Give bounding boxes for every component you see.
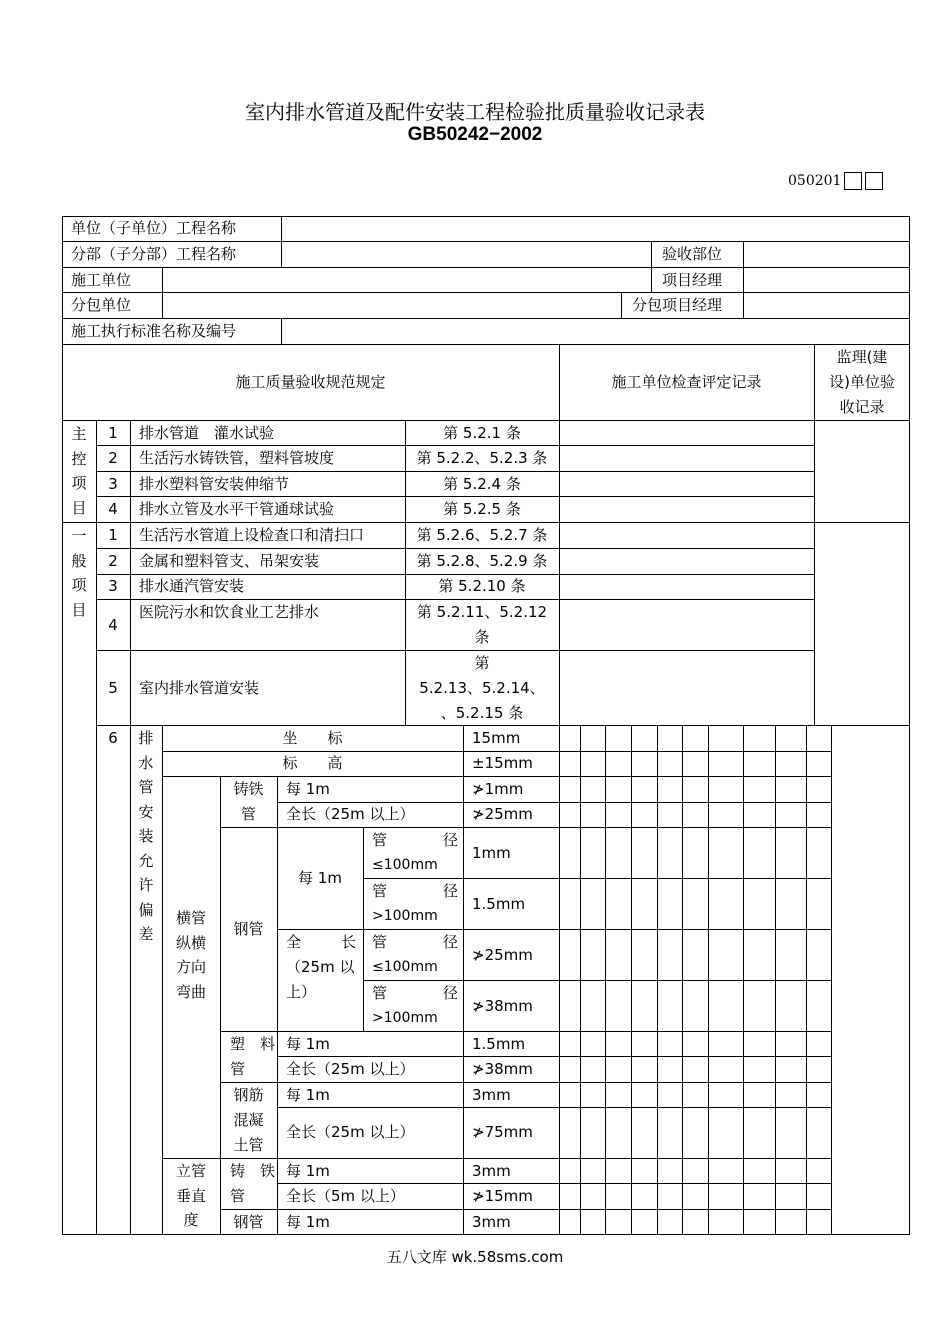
vert-cast-full-value: ≯15mm [472, 1187, 533, 1205]
steel-full-label-3: 上） [286, 983, 317, 1001]
vertical-pipe-label: 立管 垂直 度 [175, 1162, 206, 1229]
list-item: 5.2.13、5.2.14、 [419, 679, 545, 697]
rc-label-1: 钢筋 [233, 1086, 264, 1104]
vert-cast-label-2: 管 [230, 1187, 246, 1205]
standard-name-label: 施工执行标准名称及编号 [71, 322, 237, 340]
rc-label-2: 混凝 [233, 1111, 264, 1129]
list-item: 第 5.2.5 条 [443, 500, 521, 518]
steel-per-le-value: 1mm [472, 844, 511, 862]
cast-iron-label-2: 管 [240, 805, 256, 823]
list-item: 3 [108, 475, 118, 493]
dia-le-label: ≤100mm [372, 857, 438, 873]
check-record-header: 施工单位检查评定记录 [611, 373, 762, 391]
page-title: 室内排水管道及配件安装工程检验批质量验收记录表 [245, 100, 705, 124]
list-item: 第 5.2.6、5.2.7 条 [416, 526, 548, 544]
cast-iron-per-label: 每 1m [286, 780, 330, 798]
vert-cast-label-1: 铸 铁 [230, 1162, 276, 1180]
subcontract-manager-label: 分包项目经理 [632, 296, 723, 314]
list-item: 2 [108, 552, 118, 570]
vert-steel-per-label: 每 1m [286, 1213, 330, 1231]
list-item: 排水塑料管安装伸缩节 [139, 475, 290, 493]
code-box-2[interactable] [865, 172, 883, 190]
footer-watermark: 五八文库 wk.58sms.com [386, 1248, 564, 1266]
list-item: 5 [108, 679, 118, 697]
steel-per-gt-value: 1.5mm [472, 895, 526, 913]
dia-gt-label: >100mm [372, 908, 438, 924]
supervision-header-3: 收记录 [839, 398, 885, 416]
record-table [62, 216, 910, 1235]
cast-iron-full-value: ≯25mm [472, 805, 533, 823]
list-item: 金属和塑料管支、吊架安装 [139, 552, 320, 570]
list-item: 4 [108, 616, 118, 634]
steel-full-label-1: 全 长 [286, 933, 356, 951]
rc-full-label: 全长（25m 以上） [286, 1123, 415, 1141]
plastic-label-2: 管 [230, 1060, 246, 1078]
sub-project-label: 分部（子分部）工程名称 [71, 245, 237, 263]
steel-per-label: 每 1m [298, 869, 342, 887]
plastic-per-value: 1.5mm [472, 1035, 526, 1053]
list-item: 医院污水和饮食业工艺排水 [139, 603, 320, 621]
dia-le-label: ≤100mm [372, 959, 438, 975]
list-item: 第 [474, 654, 490, 672]
steel-full-gt-value: ≯38mm [472, 997, 533, 1015]
list-item: 排水通汽管安装 [139, 577, 245, 595]
coord-value: 15mm [472, 729, 521, 747]
plastic-per-label: 每 1m [286, 1035, 330, 1053]
form-code [788, 172, 883, 190]
coord-label: 坐 标 [282, 729, 343, 747]
steel-label: 钢管 [233, 920, 264, 938]
cast-iron-per-value: ≯1mm [472, 780, 524, 798]
unit-project-label: 单位（子单位）工程名称 [71, 219, 237, 237]
vert-cast-full-label: 全长（5m 以上） [286, 1187, 405, 1205]
dia-label: 管 径 [372, 831, 458, 849]
form-code-number: 050201 [788, 173, 842, 189]
elevation-label: 标 高 [282, 754, 343, 772]
list-item: 第 5.2.1 条 [443, 424, 521, 442]
vert-steel-per-value: 3mm [472, 1213, 511, 1231]
project-manager-label: 项目经理 [662, 271, 723, 289]
main-control-label: 主 控 项 目 [71, 425, 87, 517]
list-item: 室内排水管道安装 [139, 679, 260, 697]
deviation-no: 6 [108, 729, 118, 747]
acceptance-part-label: 验收部位 [662, 245, 723, 263]
vert-cast-per-label: 每 1m [286, 1162, 330, 1180]
list-item: 条 [474, 628, 490, 646]
general-items-label: 一 般 项 目 [71, 527, 87, 619]
list-item: 生活污水铸铁管，塑料管坡度 [139, 449, 335, 467]
supervision-header-1: 监理(建 [836, 348, 888, 366]
list-item: 3 [108, 577, 118, 595]
dia-label: 管 径 [372, 933, 458, 951]
standard-code: GB50242−2002 [407, 124, 543, 145]
list-item: 1 [108, 526, 118, 544]
vert-steel-label: 钢管 [233, 1213, 264, 1231]
dia-label: 管 径 [372, 882, 458, 900]
dia-label: 管 径 [372, 984, 458, 1002]
vert-cast-per-value: 3mm [472, 1162, 511, 1180]
subcontract-unit-label: 分包单位 [71, 296, 132, 314]
construction-unit-label: 施工单位 [71, 271, 132, 289]
list-item: 4 [108, 500, 118, 518]
list-item: 、5.2.15 条 [440, 704, 524, 722]
deviation-label: 排 水 管 安 装 允 许 偏 差 [138, 729, 154, 943]
list-item: 2 [108, 449, 118, 467]
list-item: 第 5.2.10 条 [438, 577, 526, 595]
rc-per-value: 3mm [472, 1086, 511, 1104]
cast-iron-label-1: 铸铁 [233, 780, 264, 798]
steel-full-label-2: （25m 以 [286, 958, 355, 976]
dia-gt-label: >100mm [372, 1010, 438, 1026]
list-item: 排水管道 灌水试验 [139, 424, 275, 442]
list-item: 排水立管及水平干管通球试验 [139, 500, 335, 518]
list-item: 第 5.2.4 条 [443, 475, 521, 493]
list-item: 第 5.2.2、5.2.3 条 [416, 449, 548, 467]
list-item: 第 5.2.8、5.2.9 条 [416, 552, 548, 570]
spec-header: 施工质量验收规范规定 [235, 373, 386, 391]
rc-label-3: 土管 [233, 1136, 264, 1154]
list-item: 生活污水管道上设检查口和清扫口 [139, 526, 365, 544]
rc-per-label: 每 1m [286, 1086, 330, 1104]
list-item: 第 5.2.11、5.2.12 [416, 603, 548, 621]
rc-full-value: ≯75mm [472, 1123, 533, 1141]
plastic-label-1: 塑 料 [230, 1035, 276, 1053]
plastic-full-value: ≯38mm [472, 1060, 533, 1078]
elevation-value: ±15mm [472, 754, 533, 772]
supervision-header-2: 设)单位验 [829, 373, 895, 391]
code-box-1[interactable] [844, 172, 862, 190]
horizontal-pipe-label: 横管 纵横 方向 弯曲 [175, 909, 206, 1001]
list-item: 1 [108, 424, 118, 442]
cast-iron-full-label: 全长（25m 以上） [286, 805, 415, 823]
steel-full-le-value: ≯25mm [472, 946, 533, 964]
plastic-full-label: 全长（25m 以上） [286, 1060, 415, 1078]
